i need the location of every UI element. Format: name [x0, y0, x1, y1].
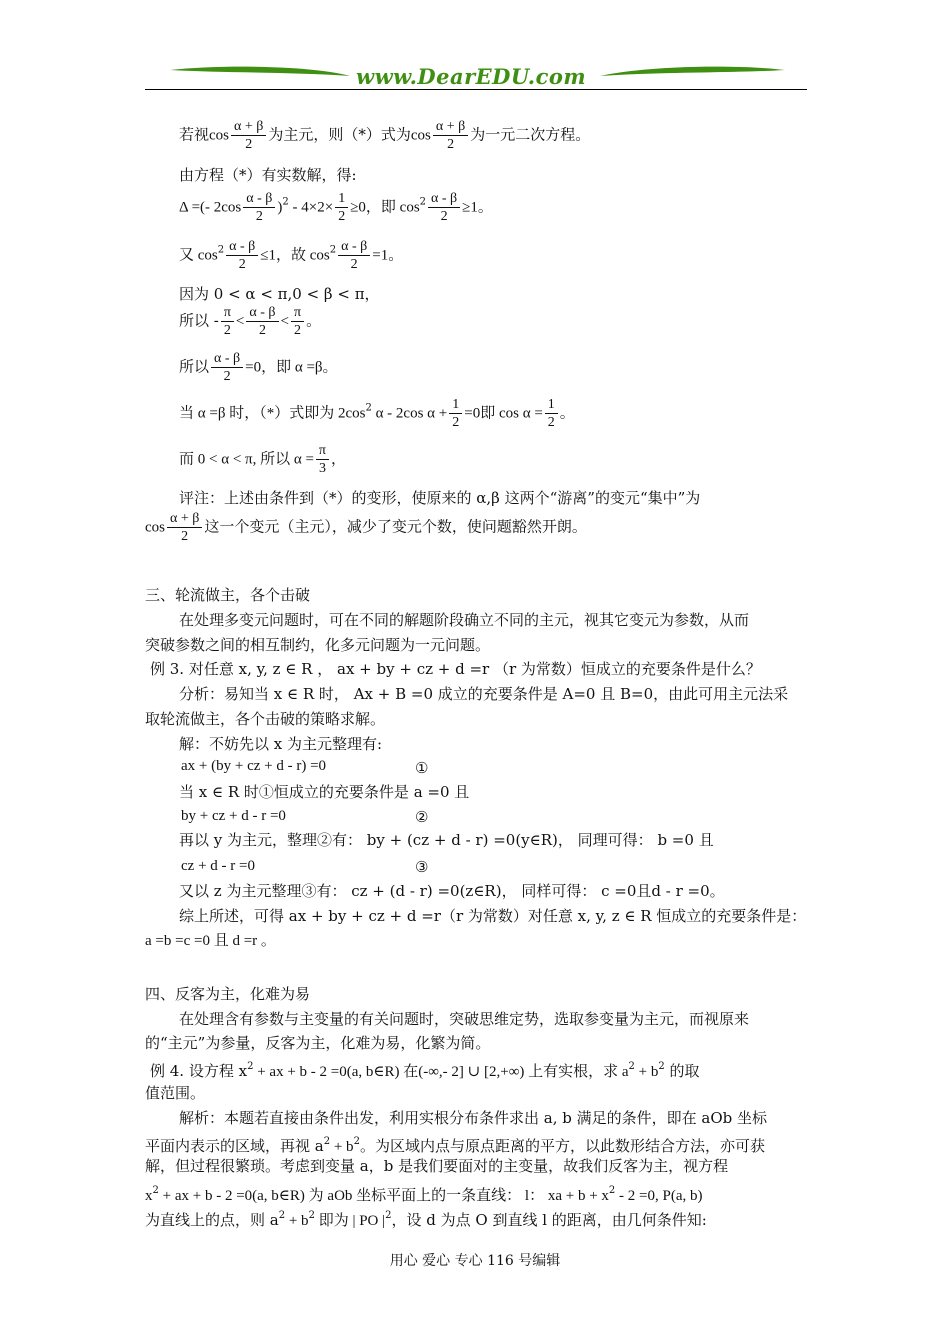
fraction: $\frac{\alpha + \beta}{2}$: [231, 118, 266, 153]
ex3-solution-2: 当 x ∈ R 时①恒成立的充要条件是 a =0 且: [179, 783, 470, 801]
line-4: 又 $\cos^2$ $\frac{\alpha - \beta}{2}$ ≤1，故 $\cos^2$ $\frac{\alpha - \beta}{2}$ =1。: [179, 239, 404, 272]
analysis-1: 解析：本题若直接由条件出发，利用实根分布条件求出 a, b 满足的条件，即在 aOb 坐标: [179, 1109, 767, 1127]
line-3: Δ =(- 2cos $\frac{\alpha - \beta}{2}$ )$^2$ - 4×2× $\frac{1}{2}$ ≥0，即 $\cos^2$ $\frac{\alpha - \beta}{2}$ ≥1。: [179, 191, 493, 224]
equation-3-tag: ③: [415, 858, 429, 876]
fraction: $\frac{\alpha + \beta}{2}$: [433, 118, 468, 153]
s3-paragraph-1: 在处理多变元问题时，可在不同的解题阶段确立不同的主元，视其它变元为参数，从而: [179, 611, 750, 629]
s4-paragraph-2: 的“主元”为参量，反客为主，化难为易，化繁为简。: [145, 1034, 491, 1052]
equation-3: cz + d - r =0: [181, 858, 255, 874]
site-logo-text: www.DearEDU.com: [356, 64, 587, 89]
line-8: 当 α =β 时，（*）式即为 $2\cos^2$ α - 2cos α + $\frac{1}{2}$ =0即 cos α = $\frac{1}{2}$ 。: [179, 397, 575, 430]
ex3-solution-4: 又以 z 为主元整理③有： cz + (d - r) =0(z∈R)， 同样可得： c =0且d - r =0。: [179, 882, 725, 900]
line-11: cos $\frac{\alpha + \beta}{2}$ 这一个变元（主元），减少了变元个数，使问题豁然开朗。: [145, 511, 587, 544]
right-swoosh: [600, 67, 785, 76]
equation-2-tag: ②: [415, 808, 429, 826]
s3-paragraph-2: 突破参数之间的相互制约，化多元问题为一元问题。: [145, 636, 491, 654]
line-7: 所以 $\frac{\alpha - \beta}{2}$ =0，即 α =β。: [179, 351, 338, 384]
analysis-5: 为直线上的点，则 $a^2 + b^2$ 即为 | PO $|^2$，设 d 为点 O 到直线 l 的距离，由几何条件知:: [145, 1210, 707, 1229]
ex3-analysis-2: 取轮流做主，各个击破的策略求解。: [145, 710, 386, 728]
ex3-solution-1: 解：不妨先以 x 为主元整理有:: [179, 735, 383, 753]
ex3-analysis-1: 分析：易知当 x ∈ R 时， Ax + B =0 成立的充要条件是 A=0 且 B=0，由此可用主元法采: [179, 685, 789, 703]
example-4-line-2: 值范围。: [145, 1084, 206, 1102]
s4-paragraph-1: 在处理含有参数与主变量的有关问题时，突破思维定势，选取参变量为主元，而视原来: [179, 1010, 750, 1028]
line-6: 所以 - $\frac{\pi}{2}$ < $\frac{\alpha - \beta}{2}$ < $\frac{\pi}{2}$ 。: [179, 305, 322, 338]
analysis-4: $x^2$ + ax + b - 2 =0(a, b∈R) 为 aOb 坐标平面上的一条直线： l： xa + $b + x^2 - 2 =0$, P(a, b): [145, 1185, 703, 1204]
ex3-solution-5: 综上所述，可得 ax + by + cz + d =r（r 为常数）对任意 x, y, z ∈ R 恒成立的充要条件是：: [179, 907, 807, 925]
ex3-solution-6: a =b =c =0 且 d =r 。: [145, 933, 276, 949]
example-3: 例 3. 对任意 x, y, z ∈ R ， ax + by + cz + d =r （r 为常数）恒成立的充要条件是什么？: [150, 660, 761, 678]
line-2: 由方程（*）有实数解，得:: [179, 166, 357, 184]
header-rule: [145, 89, 807, 90]
equation-2: by + cz + d - r =0: [181, 808, 286, 824]
equation-1-tag: ①: [415, 759, 429, 777]
equation-1: ax + (by + cz + d - r) =0: [181, 758, 327, 774]
page-footer: 用心 爱心 专心 116 号编辑: [389, 1253, 561, 1269]
line-10: 评注：上述由条件到（*）的变形，使原来的 α,β 这两个“游离”的变元“集中”为: [179, 489, 701, 507]
section-3-heading: 三、轮流做主，各个击破: [145, 586, 311, 604]
line-5: 因为 0 < α < π,0 < β < π，: [179, 285, 380, 303]
analysis-3: 解，但过程很繁琐。考虑到变量 a，b 是我们要面对的主变量，故我们反客为主，视方程: [145, 1157, 729, 1175]
ex3-solution-3: 再以 y 为主元，整理②有： by + (cz + d - r) =0(y∈R)， 同理可得： b =0 且: [179, 831, 714, 849]
line-1: 若视cos $\frac{\alpha + \beta}{2}$ 为主元，则（*）式为cos $\frac{\alpha + \beta}{2}$ 为一元二次方程。: [179, 119, 591, 152]
line-9: 而 0 < α < π, 所以 α = $\frac{\pi}{3}$ ，: [179, 443, 347, 476]
section-4-heading: 四、反客为主，化难为易: [145, 985, 311, 1003]
example-4: 例 4. 设方程 $x^2$ + ax + b - 2 =0(a, b∈R) 在(-∞,- 2] ∪ [2,+∞) 上有实根，求 $a^2 + b^2$ 的取: [150, 1061, 700, 1080]
analysis-2: 平面内表示的区域，再视 $a^2 + b^2$。为区域内点与原点距离的平方，以此数形结合方法，亦可获: [145, 1136, 765, 1155]
left-swoosh: [170, 67, 350, 76]
